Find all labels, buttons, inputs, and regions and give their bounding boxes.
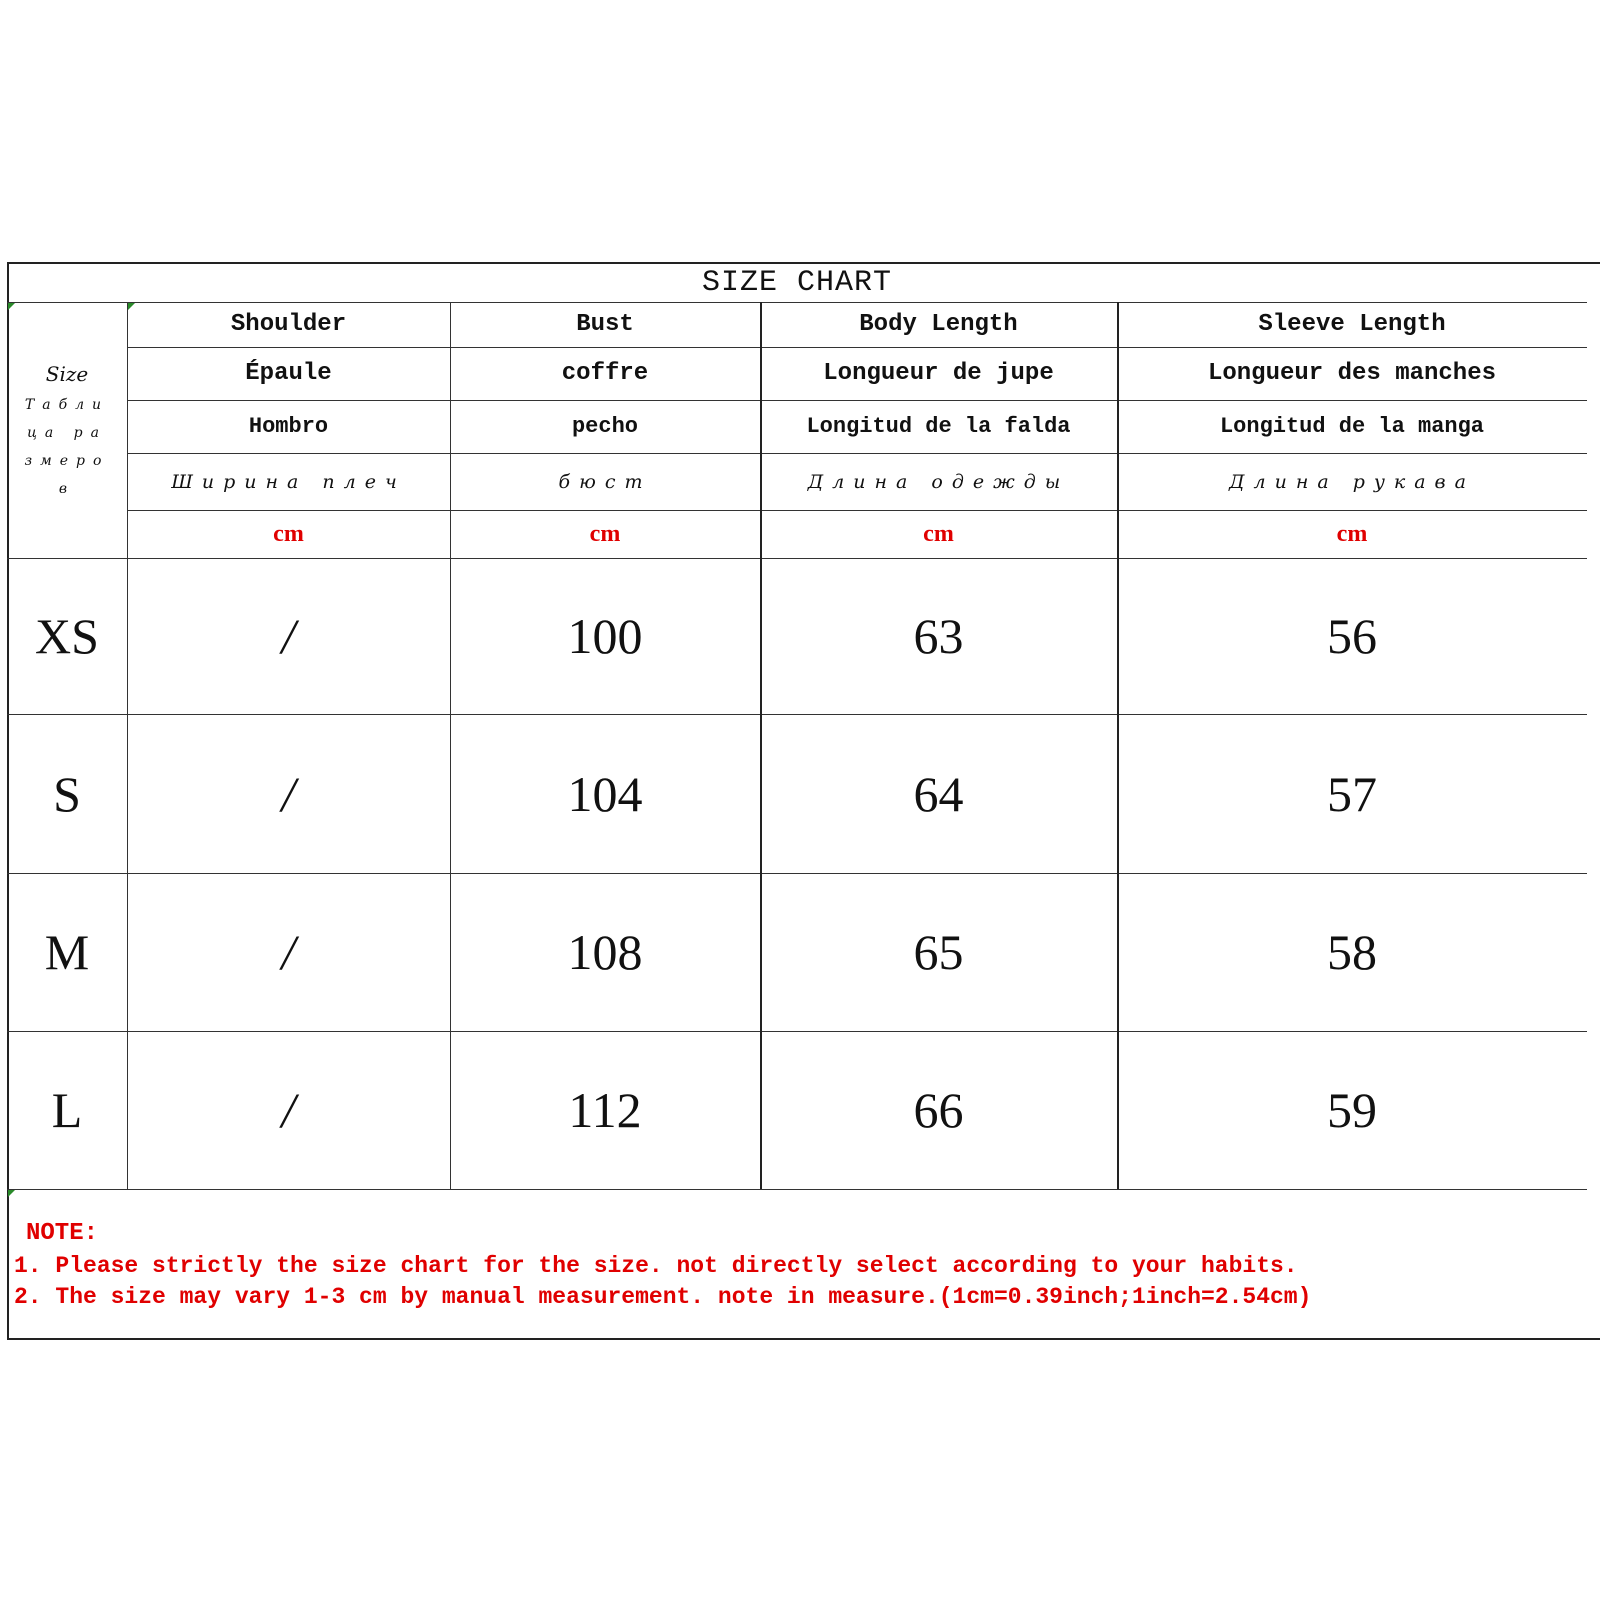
size-header-ru-line: в — [58, 481, 76, 497]
sleeve-length-value: 59 — [1327, 1082, 1377, 1138]
sleeve-length-value: 56 — [1327, 608, 1377, 664]
col-header-unit: cm — [923, 520, 954, 547]
body-length-value: 65 — [913, 924, 964, 980]
size-header-ru-line: змеро — [24, 453, 110, 469]
col-header-es: pecho — [571, 414, 638, 439]
col-header-fr: Longueur de jupe — [823, 360, 1054, 387]
size-label: M — [44, 924, 90, 980]
sleeve-length-value: 58 — [1327, 924, 1377, 980]
note-line-2: 2. The size may vary 1-3 cm by manual measurement. note in measure.(1cm=0.39inch;1inch=2.54cm) — [14, 1284, 1312, 1310]
shoulder-value: / — [281, 608, 296, 664]
bust-value: 108 — [567, 924, 643, 980]
chart-title: SIZE CHART — [701, 266, 893, 300]
body-length-value: 63 — [913, 608, 964, 664]
bust-value: 112 — [568, 1082, 642, 1138]
corner-mark — [8, 303, 15, 310]
col-header-fr: Épaule — [245, 360, 332, 387]
col-header-ru: Длина рукава — [1229, 470, 1475, 493]
col-header-es: Longitud de la manga — [1219, 414, 1485, 439]
col-header-en: Sleeve Length — [1258, 311, 1446, 338]
shoulder-value: / — [281, 765, 296, 822]
col-header-es: Longitud de la falda — [806, 414, 1071, 439]
size-label: S — [53, 765, 81, 822]
col-header-unit: cm — [273, 520, 304, 547]
size-header-en: Size — [45, 362, 89, 386]
col-header-unit: cm — [1336, 520, 1368, 547]
bust-value: 100 — [567, 608, 643, 664]
note-title: NOTE: — [26, 1220, 99, 1247]
size-header-ru-line: ца ра — [27, 425, 107, 441]
note-line-1: 1. Please strictly the size chart for the size. not directly select according to your habits. — [14, 1253, 1298, 1279]
col-header-unit: cm — [589, 520, 621, 547]
corner-mark — [8, 1190, 15, 1197]
col-header-ru: Ширина плеч — [171, 470, 406, 493]
col-header-fr: Longueur des manches — [1207, 360, 1497, 387]
size-header-ru-line: Табли — [24, 397, 110, 413]
table-bottom-divider — [7, 1189, 1587, 1190]
col-header-ru: Длина одежды — [807, 470, 1070, 493]
col-header-fr: coffre — [561, 360, 649, 387]
shoulder-value: / — [281, 924, 296, 980]
col-header-en: Bust — [576, 311, 634, 338]
body-length-value: 66 — [913, 1082, 964, 1138]
shoulder-value: / — [281, 1082, 296, 1138]
bust-value: 104 — [567, 765, 643, 822]
sleeve-length-value: 57 — [1327, 765, 1377, 822]
body-length-value: 64 — [913, 765, 964, 822]
col-header-ru: бюст — [558, 470, 652, 493]
size-label: L — [51, 1082, 83, 1138]
col-header-en: Shoulder — [230, 311, 347, 338]
col-header-en: Body Length — [859, 311, 1018, 338]
size-column-header — [7, 362, 127, 502]
col-header-es: Hombro — [248, 414, 329, 439]
size-label: XS — [35, 608, 99, 664]
table-right-edge — [1587, 262, 1600, 1340]
